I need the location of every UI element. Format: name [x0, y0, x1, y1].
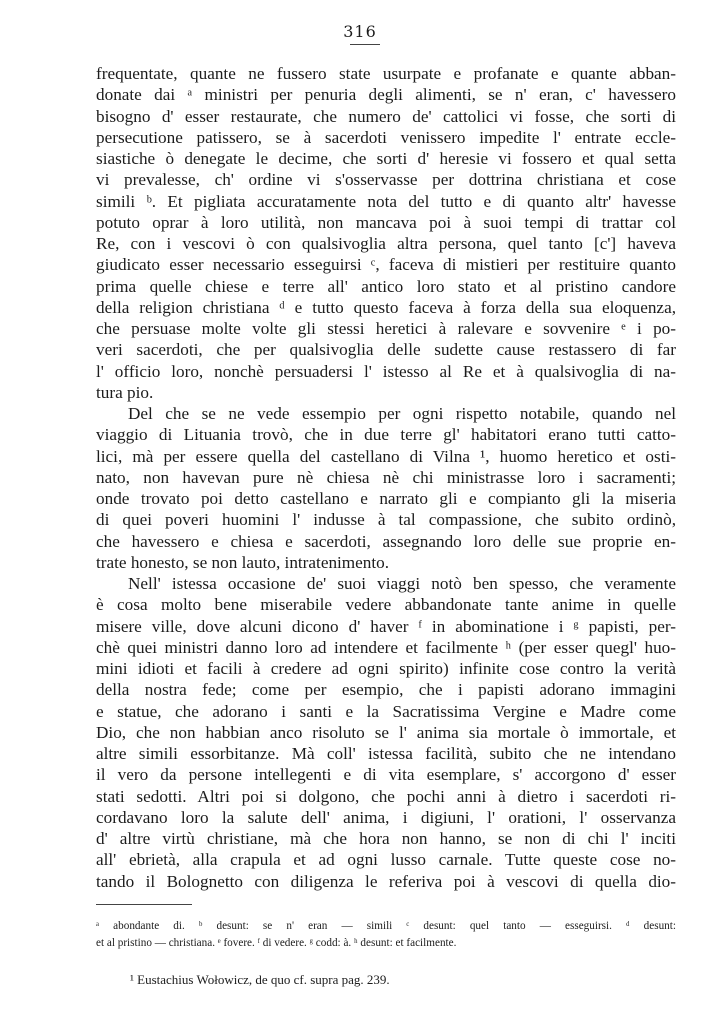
text-line: prima quelle chiese e terre all' antico loro stato et al pristino candore — [96, 276, 676, 296]
text-line: e statue, che adorano i santi e la Sacratissima Vergine e Madre come — [96, 701, 676, 721]
text-line: persecutione patissero, se à sacerdoti venissero impedite l' entrate eccle- — [96, 127, 676, 147]
apparatus-line: et al pristino — christiana. ᵉ fovere. ᶠ di vedere. ᵍ codd: à. ʰ desunt: et facilmente. — [96, 937, 457, 949]
text-line: lici, mà per essere quella del castellano di Vilna ¹, huomo heretico et osti- — [96, 446, 676, 466]
text-line: mini idioti et facili à credere ad ogni spirito) infinite cose contro la verità — [96, 659, 676, 678]
text-line: potuto oprar à loro utilità, non mancava poi à suoi tempi di trattar col — [96, 212, 676, 232]
critical-apparatus — [96, 918, 676, 952]
main-text — [96, 63, 676, 892]
text-line: bisogno d' esser restaurate, che numero de' cattolici vi fosse, che sorti di — [96, 106, 676, 126]
text-line: Nell' istessa occasione de' suoi viaggi notò ben spesso, che veramente — [128, 574, 676, 593]
page-number-underline — [350, 44, 380, 45]
text-line: viaggio di Lituania trovò, che in due terre gl' habitatori erano tutti catto- — [96, 425, 676, 445]
text-line: frequentate, quante ne fussero state usurpate e profanate e quante abban- — [96, 64, 676, 83]
text-line: cordavano loro la salute dell' anima, i digiuni, l' orationi, l' osservanza — [96, 807, 676, 827]
text-line: altre simili essorbitanze. Mà coll' istessa facilità, subito che ne intendano — [96, 744, 676, 763]
text-line: Del che se ne vede essempio per ogni rispetto notabile, quando nel — [128, 404, 676, 423]
text-line: all' ebrietà, alla crapula et ad ogni lusso carnale. Tutte queste cose no- — [96, 850, 676, 870]
text-line: che persuase molte volte gli stessi heretici à ralevare e sovvenire ᵉ i po- — [96, 319, 676, 338]
text-line: siastiche ò denegate le decime, che sorti d' heresie vi fossero et qual setta — [96, 149, 676, 168]
text-line: simili ᵇ. Et pigliata accuratamente nota del tutto e di quanto altr' havesse — [96, 191, 676, 211]
text-line: tura pio. — [96, 382, 154, 402]
text-line: chè quei ministri danno loro ad intendere et facilmente ʰ (per esser quegl' huo- — [96, 637, 676, 657]
text-line: veri sacerdoti, che per qualsivoglia delle sudette cause restassero di far — [96, 340, 676, 360]
text-line: l' officio loro, nonchè persuadersi l' istesso al Re et à qualsivoglia di na- — [96, 361, 676, 381]
text-line: giudicato esser necessario esseguirsi ᶜ, faceva di mistieri per restituire quanto — [96, 255, 676, 275]
text-line: il vero da persone intellegenti e di vita esemplare, s' accorgono d' esser — [96, 765, 676, 785]
text-line: misere ville, dove alcuni dicono d' haver ᶠ in abominatione i ᵍ papisti, per- — [96, 616, 676, 636]
text-line: vi prevalesse, ch' ordine vi s'osservasse per dottrina christiana et cose — [96, 170, 676, 190]
text-line: di quei poveri huomini l' indusse à tal compassione, che subito ordinò, — [96, 510, 676, 530]
text-line: nato, non havevan pure nè chiesa nè chi ministrasse loro i sacramenti; — [96, 467, 676, 487]
text-line: che havessero e chiesa e sacerdoti, assegnando loro delle sue proprie en- — [96, 531, 676, 551]
text-line: d' altre virtù christiane, mà che hora non hanno, se non di chi l' inciti — [96, 829, 676, 848]
text-line: onde trovato poi detto castellano e narrato gli e compianto gli la miseria — [96, 489, 676, 508]
footnote-separator — [96, 904, 192, 905]
text-line: Dio, che non habbian anco risoluto se l' anima sia mortale ò immortale, et — [96, 722, 676, 742]
text-line: donate dai ᵃ ministri per penuria degli alimenti, se n' eran, c' havessero — [96, 85, 676, 105]
text-line: trate honesto, se non lauto, intratenimento. — [96, 552, 390, 572]
text-line: stati sedotti. Altri poi si dolgono, che pochi anni à dietro i sacerdoti ri- — [96, 786, 676, 806]
text-line: tando il Bolognetto con diligenza le referiva poi à vescovi di quella dio- — [96, 871, 676, 891]
footnote: ¹ Eustachius Wołowicz, de quo cf. supra pag. 239. — [130, 972, 390, 987]
apparatus-line: ᵃ abondante di. ᵇ desunt: se n' eran — simili ᶜ desunt: quel tanto — esseguirsi. ᵈ desunt: — [96, 920, 676, 932]
text-line: della nostra fede; come per esempio, che i papisti adorano immagini — [96, 680, 676, 700]
text-line: Re, con i vescovi ò con qualsivoglia altra persona, quel tanto [c'] haveva — [96, 234, 676, 253]
page-number: 316 — [343, 22, 377, 41]
text-line: è cosa molto bene miserabile vedere abbandonate tante anime in quelle — [96, 595, 676, 615]
text-line: della religion christiana ᵈ e tutto questo faceva à forza della sua eloquenza, — [96, 297, 676, 317]
